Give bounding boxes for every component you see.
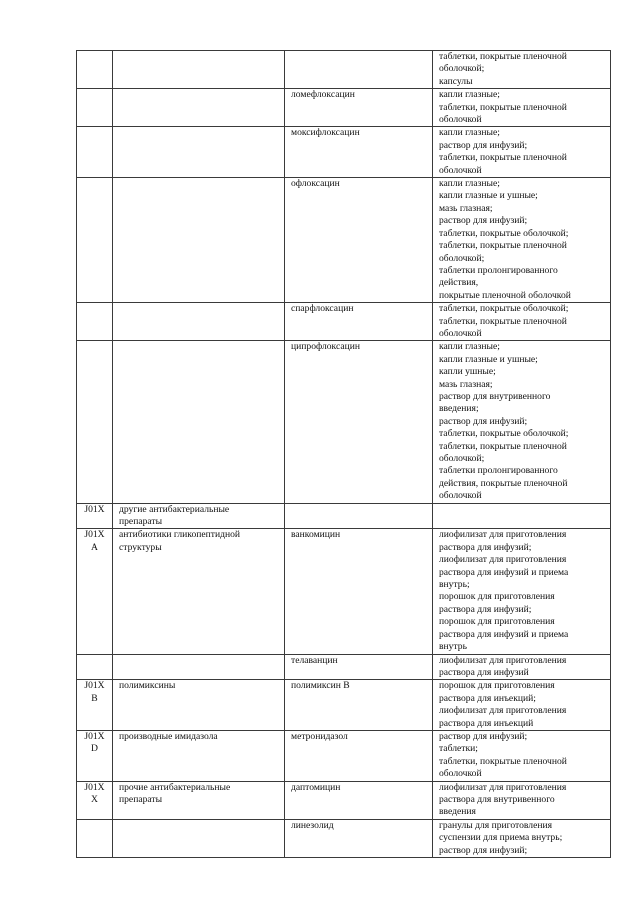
forms-line: действия, bbox=[439, 277, 479, 289]
anatomical-group-cell bbox=[113, 680, 285, 731]
atc-code-cell bbox=[77, 819, 113, 857]
forms-line: мазь глазная; bbox=[439, 378, 493, 390]
code-line: J01X bbox=[84, 730, 105, 742]
forms-line: оболочкой bbox=[439, 327, 482, 339]
group-line: прочие антибактериальные bbox=[119, 781, 231, 793]
drug-name-cell bbox=[285, 819, 433, 857]
forms-line: раствора для инфузий и приема bbox=[439, 566, 569, 578]
drug-name-cell bbox=[285, 503, 433, 529]
group-line: препараты bbox=[119, 516, 163, 528]
drug-name: метронидазол bbox=[291, 730, 348, 742]
forms-line: оболочкой; bbox=[439, 63, 485, 75]
code-line: J01X bbox=[84, 503, 105, 515]
code-line: D bbox=[91, 743, 98, 755]
anatomical-group-cell bbox=[113, 89, 285, 127]
forms-line: оболочкой; bbox=[439, 453, 485, 464]
forms-line: капли глазные; bbox=[439, 341, 500, 353]
drug-name: ломефлоксацин bbox=[291, 89, 355, 101]
forms-line: таблетки, покрытые пленочной bbox=[439, 51, 567, 62]
forms-line: капли глазные; bbox=[439, 178, 500, 190]
drug-name-cell bbox=[285, 127, 433, 178]
table-row bbox=[77, 680, 611, 731]
group-line: структуры bbox=[119, 541, 162, 553]
anatomical-group-cell bbox=[113, 178, 285, 303]
table-row bbox=[77, 781, 611, 819]
drug-name-cell bbox=[285, 654, 433, 680]
anatomical-group-cell bbox=[113, 51, 285, 89]
forms-line: таблетки, покрытые пленочной bbox=[439, 101, 567, 113]
forms-line: раствор для инфузий; bbox=[439, 139, 528, 151]
code-line: J01X bbox=[84, 529, 105, 541]
table-row bbox=[77, 529, 611, 654]
forms-line: раствора для инфузий; bbox=[439, 541, 532, 553]
table-row bbox=[77, 654, 611, 680]
drug-name-cell bbox=[285, 529, 433, 654]
table-body bbox=[77, 51, 611, 858]
dosage-forms-cell bbox=[433, 529, 611, 654]
drug-name: телаванцин bbox=[291, 654, 338, 666]
dosage-forms-cell bbox=[433, 503, 611, 529]
forms-line: таблетки, покрытые оболочкой; bbox=[439, 303, 569, 315]
group-line: препараты bbox=[119, 793, 163, 805]
atc-code-cell bbox=[77, 51, 113, 89]
forms-line: покрытые пленочной оболочкой bbox=[439, 289, 571, 301]
group-line: другие антибактериальные bbox=[119, 503, 230, 515]
anatomical-group-cell bbox=[113, 819, 285, 857]
drug-name: ципрофлоксацин bbox=[291, 341, 361, 353]
atc-code-cell bbox=[77, 781, 113, 819]
forms-line: внутрь bbox=[439, 641, 467, 653]
drug-name: офлоксацин bbox=[291, 178, 340, 190]
atc-code-cell bbox=[77, 341, 113, 503]
drug-name: линезолид bbox=[291, 819, 334, 831]
anatomical-group-cell bbox=[113, 127, 285, 178]
forms-line: раствора для инфузий; bbox=[439, 603, 532, 615]
dosage-forms-cell bbox=[433, 341, 611, 503]
forms-line: лиофилизат для приготовления bbox=[439, 529, 567, 541]
forms-line: раствор для внутривенного bbox=[439, 390, 551, 402]
atc-code-cell bbox=[77, 127, 113, 178]
forms-line: таблетки, покрытые оболочкой; bbox=[439, 428, 569, 440]
dosage-forms-cell bbox=[433, 178, 611, 303]
drug-name: спарфлоксацин bbox=[291, 303, 354, 315]
forms-line: оболочкой bbox=[439, 768, 482, 780]
drug-name-cell bbox=[285, 730, 433, 781]
dosage-forms-cell bbox=[433, 127, 611, 178]
atc-code-cell bbox=[77, 178, 113, 303]
dosage-forms-cell bbox=[433, 89, 611, 127]
forms-line: внутрь; bbox=[439, 579, 470, 591]
dosage-forms-cell bbox=[433, 303, 611, 341]
anatomical-group-cell bbox=[113, 529, 285, 654]
forms-line: таблетки, покрытые пленочной bbox=[439, 152, 567, 164]
forms-line: таблетки, покрытые оболочкой; bbox=[439, 227, 569, 239]
atc-code-cell bbox=[77, 654, 113, 680]
table-row bbox=[77, 730, 611, 781]
anatomical-group-cell bbox=[113, 730, 285, 781]
forms-line: введения bbox=[439, 806, 476, 818]
code-line: A bbox=[91, 541, 98, 553]
forms-line: мазь глазная; bbox=[439, 202, 493, 214]
atc-code-cell bbox=[77, 680, 113, 731]
forms-line: оболочкой bbox=[439, 490, 482, 502]
drug-name-cell bbox=[285, 89, 433, 127]
group-line: антибиотики гликопептидной bbox=[119, 529, 241, 541]
code-line: X bbox=[91, 793, 98, 805]
forms-line: таблетки пролонгированного bbox=[439, 264, 558, 276]
group-line: полимиксины bbox=[119, 680, 176, 692]
group-line: производные имидазола bbox=[119, 730, 218, 742]
forms-line: раствор для инфузий; bbox=[439, 730, 528, 742]
forms-line: таблетки, покрытые пленочной bbox=[439, 440, 567, 452]
drug-table bbox=[76, 50, 611, 858]
drug-name: моксифлоксацин bbox=[291, 127, 360, 139]
forms-line: раствор для инфузий; bbox=[439, 844, 528, 856]
forms-line: таблетки, покрытые пленочной bbox=[439, 315, 567, 327]
forms-line: капли глазные и ушные; bbox=[439, 190, 538, 202]
code-line: J01X bbox=[84, 680, 105, 692]
drug-name: ванкомицин bbox=[291, 529, 341, 541]
drug-name-cell bbox=[285, 51, 433, 89]
table-row bbox=[77, 819, 611, 857]
forms-line: капли глазные; bbox=[439, 127, 500, 139]
drug-name: полимиксин B bbox=[291, 680, 350, 692]
forms-line: порошок для приготовления bbox=[439, 680, 555, 692]
atc-code-cell bbox=[77, 303, 113, 341]
anatomical-group-cell bbox=[113, 303, 285, 341]
forms-line: лиофилизат для приготовления bbox=[439, 654, 567, 666]
forms-line: суспензии для приема внутрь; bbox=[439, 832, 563, 844]
atc-code-cell bbox=[77, 503, 113, 529]
forms-line: капли глазные; bbox=[439, 89, 500, 101]
forms-line: порошок для приготовления bbox=[439, 616, 555, 628]
forms-line: таблетки пролонгированного bbox=[439, 465, 558, 477]
anatomical-group-cell bbox=[113, 503, 285, 529]
atc-code-cell bbox=[77, 730, 113, 781]
forms-line: раствора для инъекций; bbox=[439, 692, 536, 704]
forms-line: раствора для инъекций bbox=[439, 717, 534, 729]
table-row bbox=[77, 51, 611, 89]
forms-line: раствора для внутривенного bbox=[439, 793, 555, 805]
forms-line: действия, покрытые пленочной bbox=[439, 477, 568, 489]
forms-line: таблетки, покрытые пленочной bbox=[439, 240, 567, 252]
table-row bbox=[77, 341, 611, 503]
table-row bbox=[77, 503, 611, 529]
drug-name-cell bbox=[285, 781, 433, 819]
forms-line: оболочкой; bbox=[439, 252, 485, 264]
code-line: J01X bbox=[84, 781, 105, 793]
drug-name: даптомицин bbox=[291, 781, 341, 793]
forms-line: капли глазные и ушные; bbox=[439, 353, 538, 365]
drug-name-cell bbox=[285, 178, 433, 303]
drug-name-cell bbox=[285, 341, 433, 503]
dosage-forms-cell bbox=[433, 819, 611, 857]
dosage-forms-cell bbox=[433, 680, 611, 731]
drug-name-cell bbox=[285, 303, 433, 341]
forms-line: раствор для инфузий; bbox=[439, 415, 528, 427]
drug-name-cell bbox=[285, 680, 433, 731]
forms-line: лиофилизат для приготовления bbox=[439, 705, 567, 717]
atc-code-cell bbox=[77, 529, 113, 654]
forms-line: лиофилизат для приготовления bbox=[439, 781, 567, 793]
forms-line: порошок для приготовления bbox=[439, 591, 555, 603]
atc-code-cell bbox=[77, 89, 113, 127]
forms-line: таблетки, покрытые пленочной bbox=[439, 755, 567, 767]
forms-line: раствора для инфузий bbox=[439, 666, 529, 678]
forms-line: оболочкой bbox=[439, 114, 482, 126]
forms-line: капсулы bbox=[439, 75, 473, 87]
table-row bbox=[77, 178, 611, 303]
forms-line: раствор для инфузий; bbox=[439, 215, 528, 227]
table-row bbox=[77, 127, 611, 178]
forms-line: раствора для инфузий и приема bbox=[439, 628, 569, 640]
forms-line: гранулы для приготовления bbox=[439, 819, 553, 831]
forms-line: лиофилизат для приготовления bbox=[439, 554, 567, 566]
anatomical-group-cell bbox=[113, 781, 285, 819]
forms-line: оболочкой bbox=[439, 164, 482, 176]
table-row bbox=[77, 89, 611, 127]
dosage-forms-cell bbox=[433, 654, 611, 680]
dosage-forms-cell bbox=[433, 51, 611, 89]
forms-line: капли ушные; bbox=[439, 366, 496, 378]
anatomical-group-cell bbox=[113, 654, 285, 680]
forms-line: таблетки; bbox=[439, 743, 478, 755]
dosage-forms-cell bbox=[433, 730, 611, 781]
code-line: B bbox=[91, 692, 98, 704]
table-row bbox=[77, 303, 611, 341]
anatomical-group-cell bbox=[113, 341, 285, 503]
forms-line: введения; bbox=[439, 403, 479, 415]
dosage-forms-cell bbox=[433, 781, 611, 819]
